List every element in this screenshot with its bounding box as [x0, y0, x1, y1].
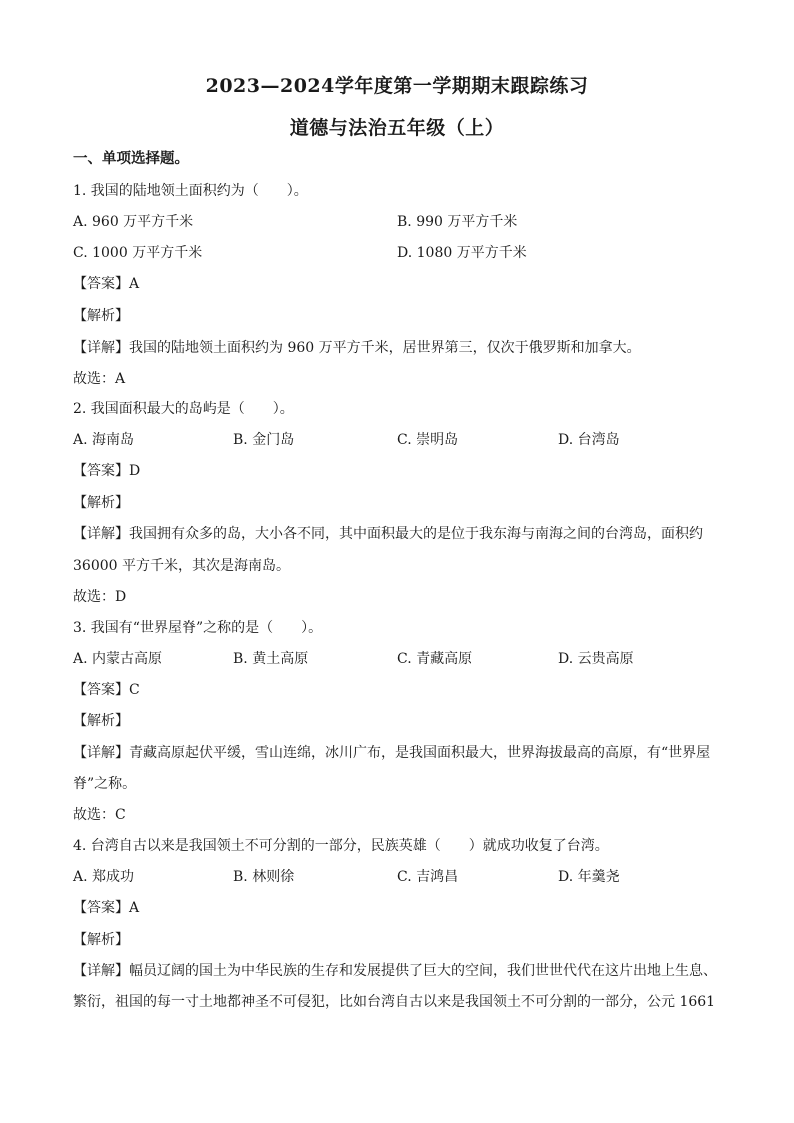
question-1-stem: 1. 我国的陆地领土面积约为（ ）。	[73, 183, 308, 199]
question-2-detail-line-1: 【详解】我国拥有众多的岛，大小各不同，其中面积最大的是位于我东海与南海之间的台湾岛，面积约	[73, 526, 703, 542]
question-4-answer: 【答案】A	[73, 900, 140, 916]
question-3-detail-line-2: 脊”之称。	[73, 776, 137, 792]
question-4-analysis: 【解析】	[73, 932, 129, 948]
question-4-option-d: D. 年羹尧	[558, 869, 620, 885]
question-2-option-b: B. 金门岛	[233, 432, 295, 448]
section-heading: 一、单项选择题。	[73, 150, 189, 167]
question-4-option-b: B. 林则徐	[233, 869, 295, 885]
document-title: 2023—2024学年度第一学期期末跟踪练习	[205, 75, 589, 97]
question-1-choice: 故选：A	[73, 371, 126, 387]
question-1-analysis: 【解析】	[73, 308, 129, 324]
question-1-option-a: A. 960 万平方千米	[73, 214, 194, 230]
question-4-option-a: A. 郑成功	[73, 869, 135, 885]
question-4-option-c: C. 吉鸿昌	[397, 869, 459, 885]
question-3-answer: 【答案】C	[73, 682, 140, 698]
question-3-option-d: D. 云贵高原	[558, 651, 634, 667]
question-3-analysis: 【解析】	[73, 713, 129, 729]
question-2-stem: 2. 我国面积最大的岛屿是（ ）。	[73, 401, 294, 417]
question-3-option-b: B. 黄土高原	[233, 651, 309, 667]
question-2-detail-line-2: 36000 平方千米，其次是海南岛。	[73, 558, 290, 574]
question-2-option-d: D. 台湾岛	[558, 432, 620, 448]
question-2-option-c: C. 崇明岛	[397, 432, 459, 448]
question-1-option-b: B. 990 万平方千米	[397, 214, 518, 230]
question-1-option-d: D. 1080 万平方千米	[397, 245, 527, 261]
question-2-analysis: 【解析】	[73, 495, 129, 511]
question-4-detail-line-1: 【详解】幅员辽阔的国土为中华民族的生存和发展提供了巨大的空间，我们世世代代在这片出地上生息、	[73, 963, 717, 979]
question-2-answer: 【答案】D	[73, 463, 141, 479]
document-subtitle: 道德与法治五年级（上）	[289, 117, 505, 139]
question-1-option-c: C. 1000 万平方千米	[73, 245, 203, 261]
question-3-option-a: A. 内蒙古高原	[73, 651, 163, 667]
question-3-choice: 故选：C	[73, 807, 126, 823]
question-3-detail-line-1: 【详解】青藏高原起伏平缓，雪山连绵，冰川广布，是我国面积最大，世界海拔最高的高原，有“世界屋	[73, 745, 711, 761]
question-4-detail-line-2: 繁衍，祖国的每一寸土地都神圣不可侵犯，比如台湾自古以来是我国领土不可分割的一部分，公元 1661	[73, 994, 716, 1010]
question-3-option-c: C. 青藏高原	[397, 651, 473, 667]
question-2-choice: 故选：D	[73, 589, 127, 605]
question-4-stem: 4. 台湾自古以来是我国领土不可分割的一部分，民族英雄（ ）就成功收复了台湾。	[73, 838, 609, 854]
question-3-stem: 3. 我国有“世界屋脊”之称的是（ ）。	[73, 620, 323, 636]
question-1-answer: 【答案】A	[73, 276, 140, 292]
question-2-option-a: A. 海南岛	[73, 432, 135, 448]
question-1-detail: 【详解】我国的陆地领土面积约为 960 万平方千米，居世界第三，仅次于俄罗斯和加拿大。	[73, 340, 641, 356]
